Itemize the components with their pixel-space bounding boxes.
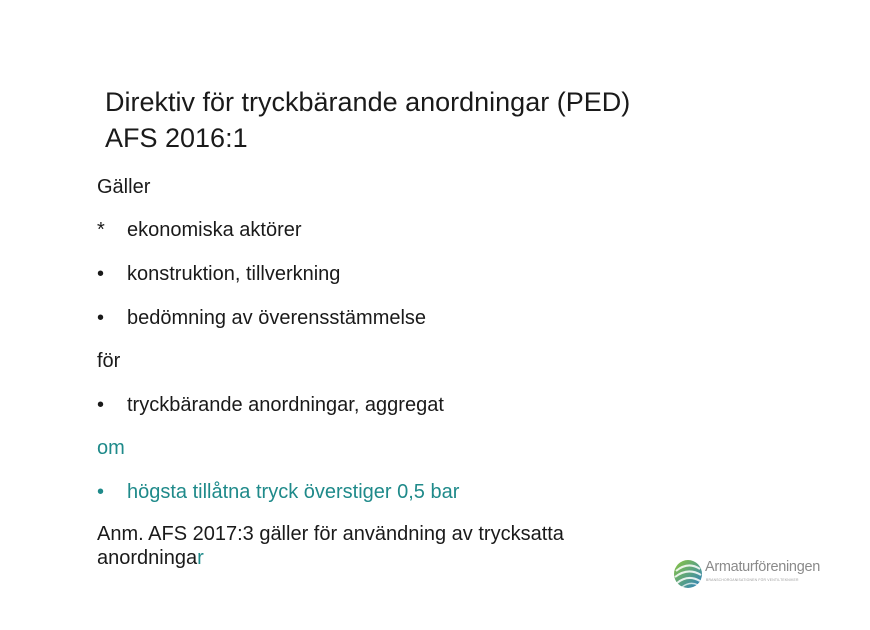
logo-name: Armaturföreningen: [705, 559, 820, 575]
bullet-icon: •: [97, 263, 105, 285]
logo-tagline: BRANSCHORGANISATIONEN FÖR VENTILTEKNIKER: [706, 578, 799, 582]
note-line2: anordninga: [97, 547, 198, 569]
list-item-text: tryckbärande anordningar, aggregat: [127, 394, 444, 416]
if-heading: om: [97, 437, 125, 459]
list-item: [97, 480, 459, 504]
bullet-icon: •: [97, 394, 105, 416]
applies-heading: Gäller: [97, 176, 151, 198]
list-item-text: ekonomiska aktörer: [127, 219, 302, 241]
list-item: [97, 262, 340, 286]
bullet-icon: •: [97, 307, 105, 329]
slide-title: [105, 84, 630, 156]
note-line1: Anm. AFS 2017:3 gäller för användning av trycksatta: [97, 523, 564, 545]
list-item: [97, 393, 444, 417]
bullet-icon: •: [97, 481, 105, 503]
list-item: [97, 306, 426, 330]
list-item-text: högsta tillåtna tryck överstiger 0,5 bar: [127, 481, 460, 503]
list-item-text: bedömning av överensstämmelse: [127, 307, 427, 329]
note: [97, 522, 564, 570]
list-item: [97, 218, 302, 242]
for-heading: för: [97, 350, 121, 372]
globe-icon: [672, 557, 704, 591]
armaturforeningen-logo: [672, 557, 824, 591]
slide-title-line1: Direktiv för tryckbärande anordningar (PED): [105, 87, 631, 117]
slide-title-line2: AFS 2016:1: [105, 123, 248, 153]
list-marker: *: [97, 219, 105, 241]
list-item-text: konstruktion, tillverkning: [127, 263, 341, 285]
note-line2-end: r: [197, 547, 204, 569]
